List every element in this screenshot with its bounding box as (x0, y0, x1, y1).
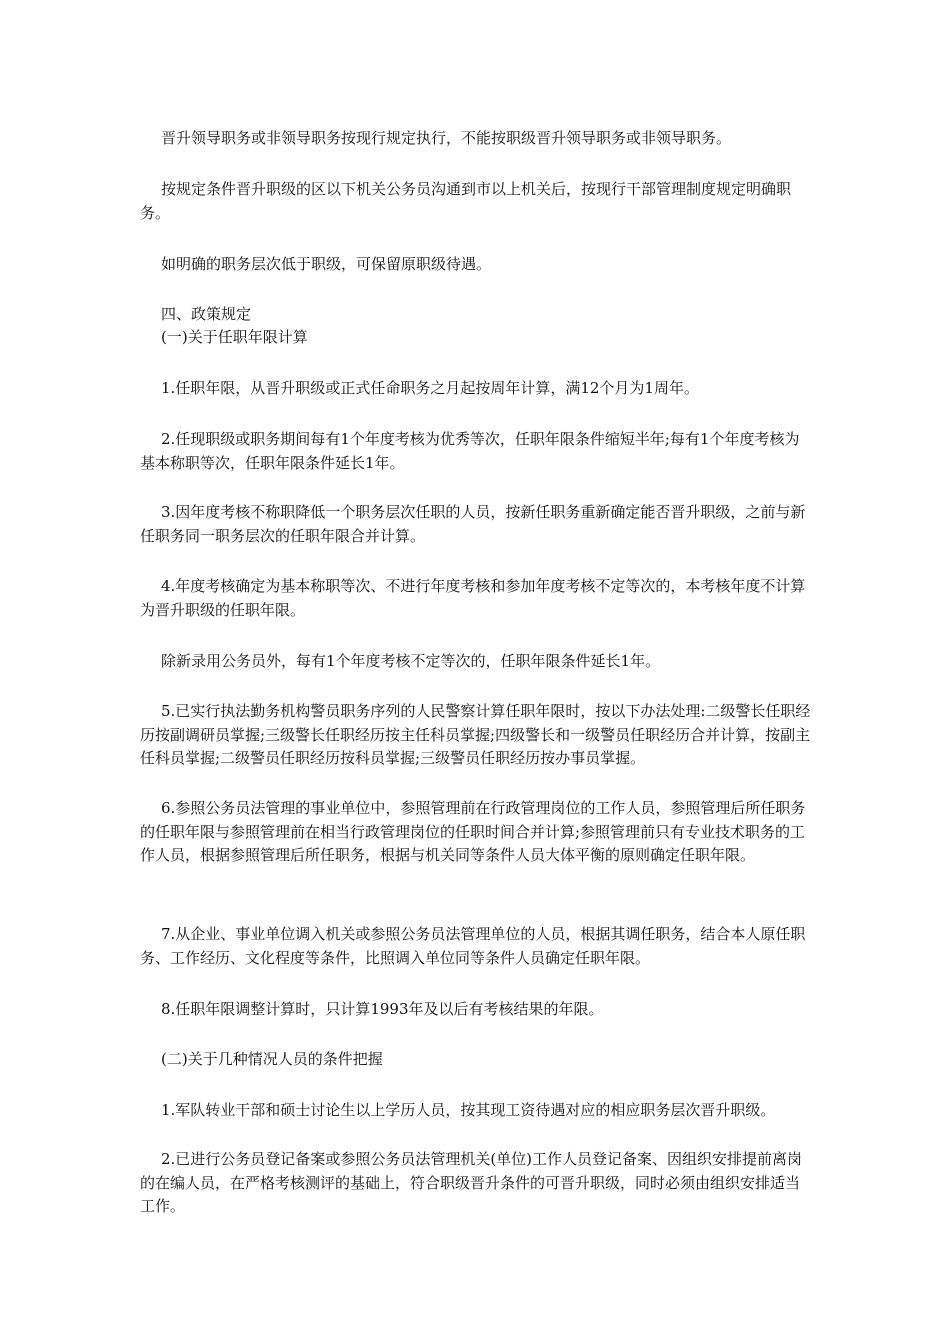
subsection-heading-tenure: (一)关于任职年限计算 (161, 328, 308, 346)
paragraph-item-2: 2.任现职级或职务期间每有1个年度考核为优秀等次，任职年限条件缩短半年;每有1个年度考核为基本称职等次，任职年限条件延长1年。 (140, 430, 800, 472)
paragraph-item-5: 5.已实行执法勤务机构警员职务序列的人民警察计算任职年限时，按以下办法处理:二级警长任职经历按副调研员掌握;三级警长任职经历按主任科员掌握;四级警长和一级警员任职经历合并计算，按副主任科员掌握;二级警员任职经历按科员掌握;三级警员任职经历按办事员掌握。 (140, 702, 811, 767)
paragraph-item-8: 8.任职年限调整计算时，只计算1993年及以后有考核结果的年限。 (161, 1000, 604, 1018)
paragraph-promotion-rule: 晋升领导职务或非领导职务按现行规定执行，不能按职级晋升领导职务或非领导职务。 (161, 129, 732, 147)
paragraph-transfer-rule: 按规定条件晋升职级的区以下机关公务员沟通到市以上机关后，按现行干部管理制度规定明确职务。 (140, 180, 792, 222)
paragraph-item-3: 3.因年度考核不称职降低一个职务层次任职的人员，按新任职务重新确定能否晋升职级，之前与新任职务同一职务层次的任职年限合并计算。 (140, 503, 806, 545)
paragraph-new-recruit: 除新录用公务员外，每有1个年度考核不定等次的，任职年限条件延长1年。 (161, 652, 661, 670)
paragraph-item-4: 4.年度考核确定为基本称职等次、不进行年度考核和参加年度考核不定等次的，本考核年度不计算为晋升职级的任职年限。 (140, 577, 806, 619)
paragraph-item-6: 6.参照公务员法管理的事业单位中，参照管理前在行政管理岗位的工作人员，参照管理后所任职务的任职年限与参照管理前在相当行政管理岗位的任职时间合并计算;参照管理前只有专业技术职务的工作人员，根据参照管理后所任职务，根据与机关同等条件人员大体平衡的原则确定任职年限。 (140, 799, 806, 864)
paragraph-conditions-item-1: 1.军队转业干部和硕士讨论生以上学历人员，按其现工资待遇对应的相应职务层次晋升职级。 (161, 1101, 776, 1119)
subsection-heading-conditions: (二)关于几种情况人员的条件把握 (161, 1050, 383, 1068)
paragraph-retain-treatment: 如明确的职务层次低于职级，可保留原职级待遇。 (161, 255, 492, 273)
paragraph-item-1: 1.任职年限，从晋升职级或正式任命职务之月起按周年计算，满12个月为1周年。 (161, 379, 699, 397)
paragraph-item-7: 7.从企业、事业单位调入机关或参照公务员法管理单位的人员，根据其调任职务，结合本人原任职务、工作经历、文化程度等条件，比照调入单位同等条件人员确定任职年限。 (140, 925, 806, 967)
paragraph-conditions-item-2: 2.已进行公务员登记备案或参照公务员法管理机关(单位)工作人员登记备案、因组织安排提前离岗的在编人员，在严格考核测评的基础上，符合职级晋升条件的可晋升职级，同时必须由组织安排适当工作。 (140, 1150, 803, 1215)
section-heading-policy: 四、政策规定 (161, 305, 252, 323)
